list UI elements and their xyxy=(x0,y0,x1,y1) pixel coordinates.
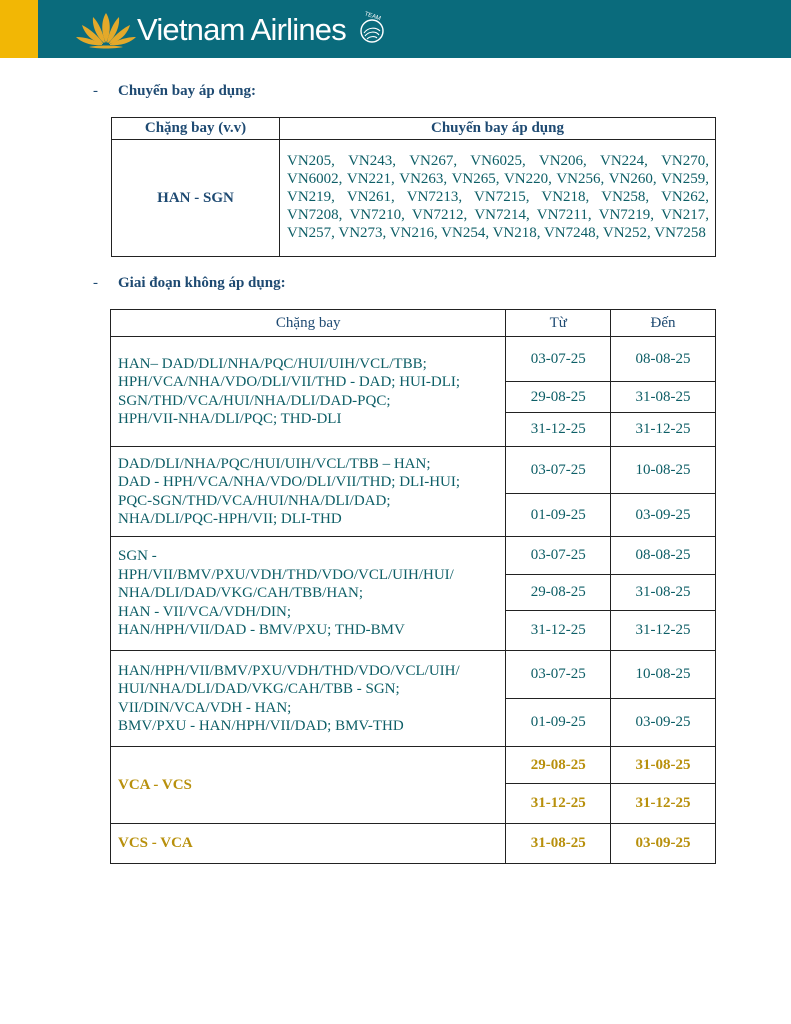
date-from-cell: 31-12-25 xyxy=(506,611,611,651)
section1-title: Chuyến bay áp dụng: xyxy=(118,83,256,99)
segment-line: NHA/DLI/DAD/VKG/CAH/TBB/HAN; xyxy=(118,585,363,602)
segment-line: HUI/NHA/DLI/DAD/VKG/CAH/TBB - SGN; xyxy=(118,681,400,697)
table-header-row xyxy=(112,118,716,140)
col-header-from: Từ xyxy=(506,310,611,337)
segment-line: HPH/VCA/NHA/VDO/DLI/VII/THD - DAD; HUI-DLI; xyxy=(118,374,461,390)
segment-cell xyxy=(111,651,506,747)
date-to-cell: 03-09-25 xyxy=(611,824,716,864)
table-row xyxy=(112,140,716,257)
header-bar xyxy=(0,0,791,58)
date-to-cell: 10-08-25 xyxy=(611,651,716,699)
segment-line: DAD/DLI/NHA/PQC/HUI/UIH/VCL/TBB – HAN; xyxy=(118,455,431,472)
table-row xyxy=(111,447,716,494)
table-row xyxy=(111,824,716,864)
date-from-cell: 03-07-25 xyxy=(506,447,611,494)
segment-line: DAD - HPH/VCA/NHA/VDO/DLI/VII/THD; DLI-HUI; xyxy=(118,474,461,490)
segment-line: HPH/VII/BMV/PXU/VDH/THD/VDO/VCL/UIH/HUI/ xyxy=(118,566,454,583)
segment-line: BMV/PXU - HAN/HPH/VII/DAD; BMV-THD xyxy=(118,718,404,734)
segment-cell xyxy=(111,747,506,824)
table-header-row xyxy=(111,310,716,337)
date-from-cell: 29-08-25 xyxy=(506,747,611,784)
col-header-route: Chặng bay (v.v) xyxy=(112,118,280,140)
date-to-cell: 31-12-25 xyxy=(611,413,716,447)
date-from-cell: 29-08-25 xyxy=(506,382,611,413)
brand-logo xyxy=(75,5,390,53)
date-to-cell: 03-09-25 xyxy=(611,699,716,747)
segment-line: VCS - VCA xyxy=(118,835,193,852)
date-from-cell: 01-09-25 xyxy=(506,494,611,537)
segment-line: HPH/VII-NHA/DLI/PQC; THD-DLI xyxy=(118,411,342,427)
date-from-cell: 31-12-25 xyxy=(506,413,611,447)
segment-line: HAN/HPH/VII/BMV/PXU/VDH/THD/VDO/VCL/UIH/ xyxy=(118,662,460,679)
date-from-cell: 29-08-25 xyxy=(506,575,611,611)
table-row xyxy=(111,337,716,382)
section2-heading xyxy=(93,275,286,292)
section2-title: Giai đoạn không áp dụng: xyxy=(118,275,286,291)
excluded-periods-body xyxy=(111,337,716,864)
table-row xyxy=(111,537,716,575)
brand-name: Vietnam Airlines xyxy=(137,11,346,47)
segment-line: HAN– DAD/DLI/NHA/PQC/HUI/UIH/VCL/TBB; xyxy=(118,355,427,372)
table-row xyxy=(111,651,716,699)
segment-line: VCA - VCS xyxy=(118,776,192,793)
date-to-cell: 31-12-25 xyxy=(611,784,716,824)
header-accent xyxy=(0,0,38,58)
section1-heading xyxy=(93,83,256,100)
date-to-cell: 31-12-25 xyxy=(611,611,716,651)
date-from-cell: 03-07-25 xyxy=(506,537,611,575)
lotus-icon xyxy=(75,9,137,49)
excluded-periods-table xyxy=(110,309,716,864)
segment-cell xyxy=(111,824,506,864)
col-header-to: Đến xyxy=(611,310,716,337)
date-to-cell: 03-09-25 xyxy=(611,494,716,537)
segment-line: VII/DIN/VCA/VDH - HAN; xyxy=(118,699,292,716)
date-to-cell: 31-08-25 xyxy=(611,747,716,784)
col-header-flights: Chuyến bay áp dụng xyxy=(280,118,716,140)
segment-line: NHA/DLI/PQC-HPH/VII; DLI-THD xyxy=(118,511,342,527)
date-to-cell: 08-08-25 xyxy=(611,537,716,575)
bullet-dash: - xyxy=(93,83,98,99)
segment-line: HAN/HPH/VII/DAD - BMV/PXU; THD-BMV xyxy=(118,622,405,639)
date-from-cell: 03-07-25 xyxy=(506,337,611,382)
segment-line: SGN - xyxy=(118,548,157,565)
skyteam-icon xyxy=(350,9,390,49)
svg-text:TEAM: TEAM xyxy=(363,11,382,23)
segment-line: HAN - VII/VCA/VDH/DIN; xyxy=(118,603,292,620)
route-cell: HAN - SGN xyxy=(112,140,280,257)
applicable-flights-table xyxy=(111,117,716,257)
date-from-cell: 01-09-25 xyxy=(506,699,611,747)
date-from-cell: 03-07-25 xyxy=(506,651,611,699)
segment-cell xyxy=(111,537,506,651)
flights-cell: VN205, VN243, VN267, VN6025, VN206, VN224, VN270, VN6002, VN221, VN263, VN265, VN220, VN256, VN260, VN259, VN219, VN261, VN7213, VN7215, VN218, VN258, VN262, VN7208, VN7210, VN7212, VN7214, VN7211, VN7219, VN217, VN257, VN273, VN216, VN254, VN218, VN7248, VN252, VN7258 xyxy=(280,140,716,257)
segment-line: PQC-SGN/THD/VCA/HUI/NHA/DLI/DAD; xyxy=(118,492,391,509)
bullet-dash: - xyxy=(93,275,98,291)
date-to-cell: 31-08-25 xyxy=(611,575,716,611)
date-to-cell: 08-08-25 xyxy=(611,337,716,382)
segment-cell xyxy=(111,337,506,447)
date-to-cell: 31-08-25 xyxy=(611,382,716,413)
date-from-cell: 31-12-25 xyxy=(506,784,611,824)
table-row xyxy=(111,747,716,784)
segment-line: SGN/THD/VCA/HUI/NHA/DLI/DAD-PQC; xyxy=(118,392,391,409)
date-from-cell: 31-08-25 xyxy=(506,824,611,864)
col-header-segment: Chặng bay xyxy=(111,310,506,337)
date-to-cell: 10-08-25 xyxy=(611,447,716,494)
segment-cell xyxy=(111,447,506,537)
